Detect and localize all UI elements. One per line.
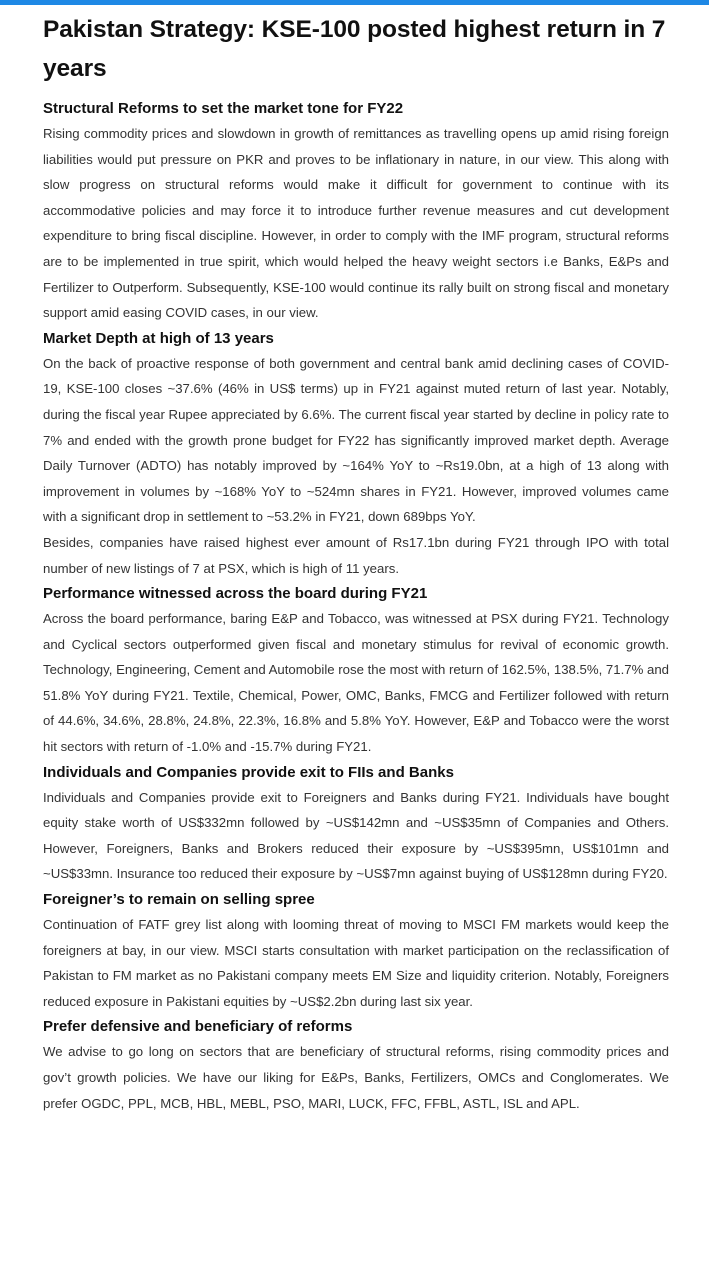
section-paragraph: We advise to go long on sectors that are beneficiary of structural reforms, rising commodity prices and gov’t growth policies. We have our liking for E&Ps, Banks, Fertilizers, OMCs and Conglomerates. We prefer OGDC, PPL, MCB, HBL, MEBL, PSO, MARI, LUCK, FFC, FFBL, ASTL, ISL and APL. xyxy=(43,1044,669,1111)
section-structural-reforms xyxy=(43,96,669,326)
section-heading: Individuals and Companies provide exit to FIIs and Banks xyxy=(43,763,454,781)
section-foreigners-selling xyxy=(43,887,669,1014)
section-paragraph: Individuals and Companies provide exit to Foreigners and Banks during FY21. Individuals have bought equity stake worth of US$332mn followed by ~US$142mn and ~US$35mn of Companies and Others. However, Foreigners, Banks and Brokers reduced their exposure by ~US$395mn, US$101mn and ~US$33mn. Insurance too reduced their exposure by ~US$7mn against buying of US$128mn during FY20. xyxy=(43,789,669,882)
article-title: Pakistan Strategy: KSE-100 posted highest return in 7 years xyxy=(43,16,666,82)
section-paragraph: On the back of proactive response of both government and central bank amid declining cases of COVID-19, KSE-100 closes ~37.6% (46% in US$ terms) up in FY21 against muted return of last year. Notably, during the fiscal year Rupee appreciated by 6.6%. The current fiscal year started by decline in policy rate to 7% and ended with the growth prone budget for FY22 has significantly improved market depth. Average Daily Turnover (ADTO) has notably improved by ~164% YoY to ~Rs19.0bn, at a high of 13 along with improvement in volumes by ~168% YoY to ~524mn shares in FY21. However, improved volumes came with a significant drop in settlement to ~53.2% in FY21, down 689bps YoY. xyxy=(43,355,669,525)
section-heading: Performance witnessed across the board during FY21 xyxy=(43,585,428,603)
article xyxy=(43,10,669,1116)
section-paragraph: Across the board performance, baring E&P and Tobacco, was witnessed at PSX during FY21. Technology and Cyclical sectors outperformed given fiscal and monetary stimulus for revival of economic growth. Technology, Engineering, Cement and Automobile rose the most with return of 162.5%, 138.5%, 71.7% and 51.8% YoY during FY21. Textile, Chemical, Power, OMC, Banks, FMCG and Fertilizer followed with return of 44.6%, 34.6%, 28.8%, 24.8%, 22.3%, 16.8% and 5.8% YoY. However, E&P and Tobacco were the worst hit sectors with return of -1.0% and -15.7% during FY21. xyxy=(43,611,669,755)
section-heading: Market Depth at high of 13 years xyxy=(43,329,274,347)
section-paragraph: Besides, companies have raised highest ever amount of Rs17.1bn during FY21 through IPO with total number of new listings of 7 at PSX, which is high of 11 years. xyxy=(43,534,669,576)
section-paragraph: Continuation of FATF grey list along with looming threat of moving to MSCI FM markets would keep the foreigners at bay, in our view. MSCI starts consultation with market participation on the reclassification of Pakistan to FM market as no Pakistani company meets EM Size and liquidity criterion. Notably, Foreigners reduced exposure in Pakistani equities by ~US$2.2bn during last six year. xyxy=(43,917,669,1009)
section-heading: Structural Reforms to set the market tone for FY22 xyxy=(43,100,404,117)
top-accent-bar xyxy=(0,0,709,5)
section-performance xyxy=(43,581,669,760)
section-heading: Prefer defensive and beneficiary of reforms xyxy=(43,1018,353,1036)
section-paragraph: Rising commodity prices and slowdown in growth of remittances as travelling opens up amid rising foreign liabilities would put pressure on PKR and proves to be inflationary in nature, in our view. This along with slow progress on structural reforms would make it difficult for government to continue with its accommodative policies and may force it to introduce further revenue measures and cut development expenditure to bring fiscal discipline. However, in order to comply with the IMF program, structural reforms are to be implemented in true spirit, which would helped the heavy weight sectors i.e Banks, E&Ps and Fertilizer to Outperform. Subsequently, KSE-100 would continue its rally built on strong fiscal and monetary support amid easing COVID cases, in our view. xyxy=(43,126,669,321)
section-market-depth xyxy=(43,326,669,581)
section-heading: Foreigner’s to remain on selling spree xyxy=(43,891,315,909)
section-individuals-companies xyxy=(43,760,669,887)
section-prefer-defensive xyxy=(43,1014,669,1116)
